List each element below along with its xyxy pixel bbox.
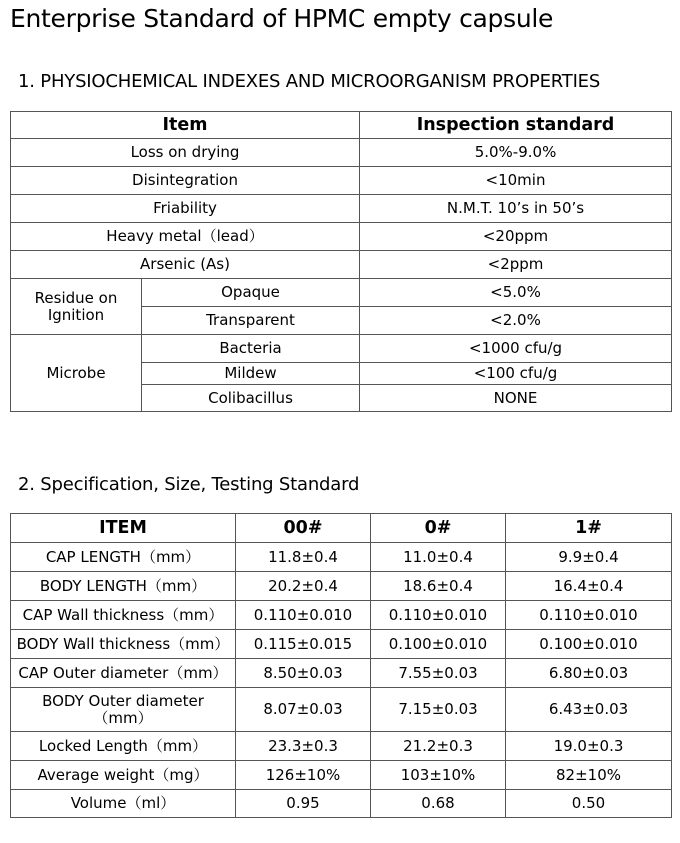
cell-1: 6.43±0.03 — [506, 688, 672, 732]
table-row — [11, 688, 672, 732]
row-value: N.M.T. 10’s in 50’s — [360, 195, 672, 223]
row-item: CAP Wall thickness（mm） — [11, 601, 236, 630]
table-row — [11, 223, 672, 251]
cell-00: 8.07±0.03 — [236, 688, 371, 732]
cell-00: 0.110±0.010 — [236, 601, 371, 630]
table-row — [11, 659, 672, 688]
physiochemical-table — [10, 111, 672, 412]
cell-1: 9.9±0.4 — [506, 543, 672, 572]
table-row — [11, 543, 672, 572]
section1-heading: 1. PHYSIOCHEMICAL INDEXES AND MICROORGANISM PROPERTIES — [18, 71, 601, 92]
cell-1: 16.4±0.4 — [506, 572, 672, 601]
table-row — [11, 279, 672, 307]
cell-00: 0.115±0.015 — [236, 630, 371, 659]
row-item: Bacteria — [142, 335, 360, 363]
row-value: 5.0%-9.0% — [360, 139, 672, 167]
cell-1: 82±10% — [506, 761, 672, 790]
cell-0: 103±10% — [371, 761, 506, 790]
cell-00: 11.8±0.4 — [236, 543, 371, 572]
cell-00: 23.3±0.3 — [236, 732, 371, 761]
row-item: Friability — [11, 195, 360, 223]
table-header-row — [11, 514, 672, 543]
row-item: Opaque — [142, 279, 360, 307]
header-size-00: 00# — [236, 514, 371, 543]
header-size-0: 0# — [371, 514, 506, 543]
cell-0: 0.110±0.010 — [371, 601, 506, 630]
section2-heading: 2. Specification, Size, Testing Standard — [18, 474, 360, 495]
row-item: Transparent — [142, 307, 360, 335]
row-value: <10min — [360, 167, 672, 195]
table-row — [11, 790, 672, 818]
cell-1: 0.100±0.010 — [506, 630, 672, 659]
row-item: CAP LENGTH（mm） — [11, 543, 236, 572]
row-value: NONE — [360, 385, 672, 412]
cell-1: 6.80±0.03 — [506, 659, 672, 688]
cell-0: 18.6±0.4 — [371, 572, 506, 601]
row-item: CAP Outer diameter（mm） — [11, 659, 236, 688]
row-item: BODY LENGTH（mm） — [11, 572, 236, 601]
row-value: <100 cfu/g — [360, 363, 672, 385]
cell-0: 0.100±0.010 — [371, 630, 506, 659]
row-item: Colibacillus — [142, 385, 360, 412]
cell-00: 8.50±0.03 — [236, 659, 371, 688]
header-size-1: 1# — [506, 514, 672, 543]
header-item: Item — [11, 112, 360, 139]
table-row — [11, 601, 672, 630]
row-item: Heavy metal（lead） — [11, 223, 360, 251]
cell-0: 7.15±0.03 — [371, 688, 506, 732]
cell-00: 126±10% — [236, 761, 371, 790]
table-row — [11, 335, 672, 363]
row-item: Disintegration — [11, 167, 360, 195]
row-item: Mildew — [142, 363, 360, 385]
microbe-group-label: Microbe — [11, 335, 142, 412]
cell-0: 11.0±0.4 — [371, 543, 506, 572]
row-value: <5.0% — [360, 279, 672, 307]
residue-group-label: Residue on Ignition — [11, 279, 142, 335]
cell-1: 19.0±0.3 — [506, 732, 672, 761]
cell-1: 0.50 — [506, 790, 672, 818]
page-title: Enterprise Standard of HPMC empty capsule — [10, 4, 554, 33]
row-item: BODY Wall thickness（mm） — [11, 630, 236, 659]
specification-table — [10, 513, 672, 818]
table-header-row — [11, 112, 672, 139]
row-value: <20ppm — [360, 223, 672, 251]
row-item: Volume（ml） — [11, 790, 236, 818]
row-value: <1000 cfu/g — [360, 335, 672, 363]
table-row — [11, 572, 672, 601]
cell-00: 0.95 — [236, 790, 371, 818]
header-item: ITEM — [11, 514, 236, 543]
cell-0: 0.68 — [371, 790, 506, 818]
table-row — [11, 761, 672, 790]
row-value: <2.0% — [360, 307, 672, 335]
row-item: Average weight（mg） — [11, 761, 236, 790]
row-item: Arsenic (As) — [11, 251, 360, 279]
cell-00: 20.2±0.4 — [236, 572, 371, 601]
table-row — [11, 251, 672, 279]
table-row — [11, 195, 672, 223]
table-row — [11, 167, 672, 195]
row-value: <2ppm — [360, 251, 672, 279]
cell-0: 7.55±0.03 — [371, 659, 506, 688]
table-row — [11, 139, 672, 167]
header-inspection-standard: Inspection standard — [360, 112, 672, 139]
cell-0: 21.2±0.3 — [371, 732, 506, 761]
row-item: Loss on drying — [11, 139, 360, 167]
row-item: Locked Length（mm） — [11, 732, 236, 761]
table-row — [11, 630, 672, 659]
cell-1: 0.110±0.010 — [506, 601, 672, 630]
row-item: BODY Outer diameter（mm） — [11, 688, 236, 732]
table-row — [11, 732, 672, 761]
